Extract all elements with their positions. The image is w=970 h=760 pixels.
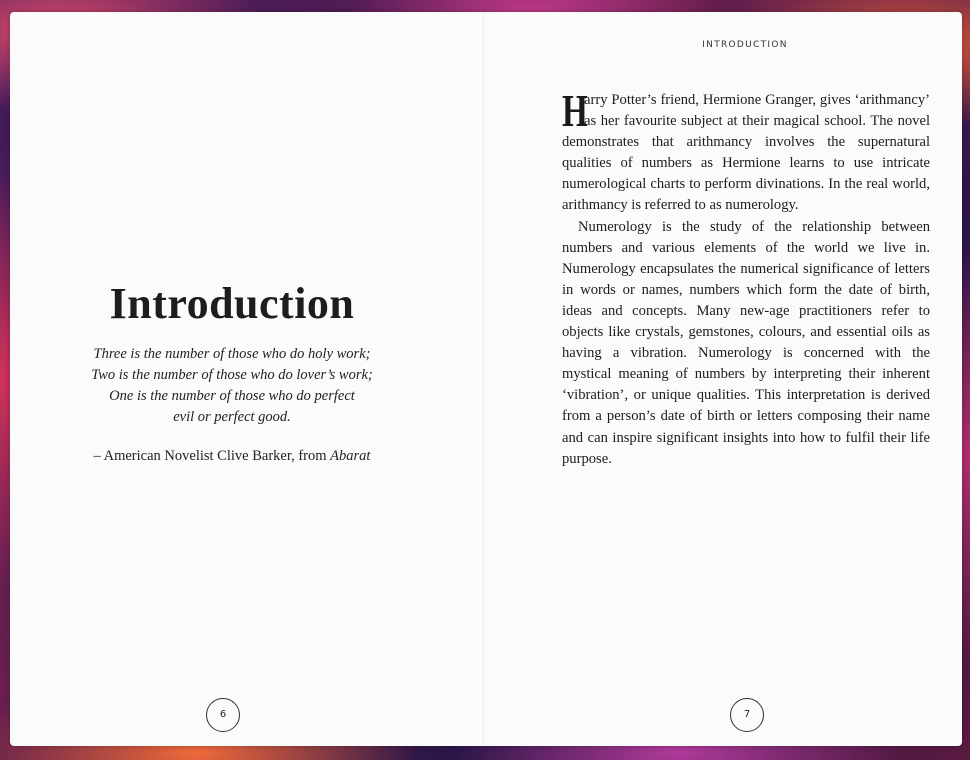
paragraph-2: Numerology is the study of the relationship between numbers and various elements of the world we live in. Numerology encapsulates the numerical significance of letters in words or names, numbers which form the date of birth, ideas and concepts. Many new-age practitioners refer to objects like crystals, gemstones, colours, and essential oils as having a vibration. Numerology is concerned with the mystical meaning of numbers by interpreting their inherent ‘vibration’, or unique qualities. This interpretation is derived from a person’s date of birth or letters composing their name and can inspire significant insights into how to fulfil their life purpose. [562,218,930,467]
left-page-content [86,280,378,465]
epigraph-line: One is the number of those who do perfect [109,388,355,404]
epigraph-line: Two is the number of those who do lover’s work; [91,367,373,383]
epigraph-line: Three is the number of those who do holy work; [93,346,371,362]
paragraph-1-text: arry Potter’s friend, Hermione Granger, gives ‘arithmancy’ as her favourite subject at their magical school. The novel demonstrates that arithmancy involves the supernatural qualities of numbers as Hermione learns to use intricate numerological charts to perform divinations. In the real world, arithmancy is referred to as numerology. [562,92,930,214]
page-number-right: 7 [730,698,764,732]
body-text [562,85,930,470]
epigraph-attribution [86,448,378,465]
page-number-left: 6 [206,698,240,732]
epigraph-line: evil or perfect good. [173,409,291,425]
attribution-work-title: Abarat [330,448,371,464]
attribution-text: – American Novelist Clive Barker, from [93,448,331,464]
paragraph-1 [562,85,930,217]
book-gutter [483,12,484,746]
chapter-title: Introduction [109,279,355,328]
running-head: INTRODUCTION [702,40,788,50]
epigraph [86,344,378,428]
drop-cap: H [562,85,588,136]
